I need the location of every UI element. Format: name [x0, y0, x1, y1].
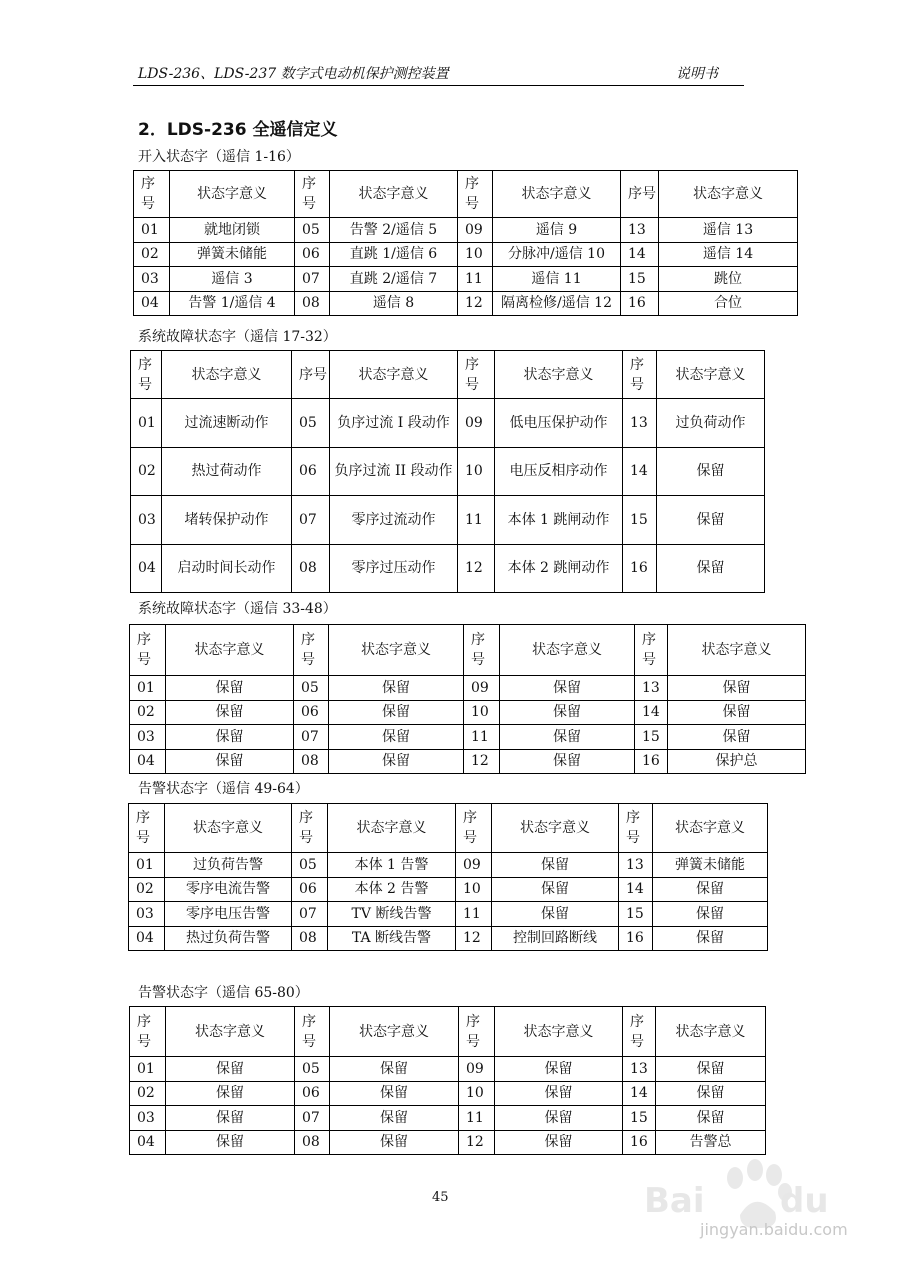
cell-seq: 05	[292, 399, 330, 448]
cell-seq: 08	[295, 1130, 330, 1155]
cell-meaning: 保留	[166, 749, 294, 774]
status-table-2	[130, 350, 765, 593]
cell-seq: 03	[129, 902, 165, 927]
table-row	[131, 496, 765, 545]
table-header-row	[131, 351, 765, 399]
table-caption-5: 告警状态字（遥信 65-80）	[138, 985, 309, 1001]
cell-seq: 10	[459, 1081, 495, 1106]
table-row	[131, 447, 765, 496]
cell-meaning: 直跳 2/遥信 7	[330, 267, 458, 292]
cell-meaning: 保留	[656, 1106, 766, 1131]
table-header-row	[129, 804, 768, 853]
table-caption-2: 系统故障状态字（遥信 17-32）	[138, 329, 337, 345]
cell-meaning: 热过荷动作	[162, 447, 292, 496]
cell-meaning: 保留	[495, 1106, 623, 1131]
svg-text:du: du	[780, 1181, 829, 1221]
cell-seq: 02	[130, 700, 166, 725]
cell-meaning: 保留	[329, 749, 464, 774]
cell-seq: 02	[134, 242, 170, 267]
header-seq: 序号	[134, 171, 170, 218]
cell-seq: 07	[292, 496, 330, 545]
cell-meaning: 弹簧未储能	[653, 853, 768, 878]
cell-meaning: 保留	[653, 902, 768, 927]
cell-seq: 01	[130, 1057, 166, 1082]
cell-seq: 07	[295, 267, 330, 292]
header-meaning: 状态字意义	[495, 1007, 623, 1057]
cell-meaning: 过流速断动作	[162, 399, 292, 448]
cell-meaning: 保留	[330, 1057, 459, 1082]
table-row	[130, 725, 806, 750]
cell-meaning: 遥信 13	[659, 218, 798, 243]
cell-meaning: 保留	[492, 902, 619, 927]
cell-meaning: 保留	[329, 700, 464, 725]
status-table-1	[133, 170, 798, 316]
cell-seq: 02	[131, 447, 162, 496]
cell-seq: 10	[458, 242, 493, 267]
header-seq: 序号	[458, 351, 495, 399]
cell-meaning: 控制回路断线	[492, 926, 619, 951]
section-title: 2．LDS-236 全遥信定义	[138, 120, 338, 140]
header-seq: 序号	[459, 1007, 495, 1057]
table-row	[134, 291, 798, 316]
cell-meaning: 保留	[653, 926, 768, 951]
cell-seq: 15	[635, 725, 668, 750]
cell-seq: 07	[292, 902, 328, 927]
header-seq: 序号	[623, 351, 657, 399]
header-seq: 序号	[292, 804, 328, 853]
cell-meaning: 遥信 8	[330, 291, 458, 316]
table-row	[134, 218, 798, 243]
header-meaning: 状态字意义	[492, 804, 619, 853]
cell-meaning: 隔离检修/遥信 12	[493, 291, 621, 316]
cell-meaning: 跳位	[659, 267, 798, 292]
header-seq: 序号	[621, 171, 659, 218]
cell-meaning: 分脉冲/遥信 10	[493, 242, 621, 267]
cell-meaning: 本体 2 跳闸动作	[495, 544, 623, 593]
table-row	[130, 1106, 766, 1131]
cell-seq: 14	[623, 447, 657, 496]
cell-meaning: 保留	[656, 1057, 766, 1082]
cell-meaning: 合位	[659, 291, 798, 316]
cell-meaning: 保留	[330, 1081, 459, 1106]
cell-seq: 04	[130, 1130, 166, 1155]
cell-meaning: 告警总	[656, 1130, 766, 1155]
header-seq: 序号	[619, 804, 653, 853]
table-row	[130, 676, 806, 701]
cell-seq: 16	[619, 926, 653, 951]
table-header-row	[134, 171, 798, 218]
cell-meaning: 过负荷动作	[657, 399, 765, 448]
table-row	[130, 1081, 766, 1106]
cell-meaning: 保留	[166, 1057, 295, 1082]
header-rule	[133, 85, 744, 86]
cell-seq: 11	[464, 725, 500, 750]
cell-seq: 13	[635, 676, 668, 701]
status-table-4	[128, 803, 768, 951]
cell-meaning: 遥信 9	[493, 218, 621, 243]
cell-seq: 15	[619, 902, 653, 927]
cell-meaning: 本体 1 告警	[328, 853, 456, 878]
cell-seq: 05	[295, 218, 330, 243]
header-title: LDS-236、LDS-237 数字式电动机保护测控装置	[138, 66, 449, 82]
cell-seq: 09	[458, 399, 495, 448]
cell-meaning: 告警 2/遥信 5	[330, 218, 458, 243]
cell-seq: 08	[294, 749, 329, 774]
table-header-row	[130, 1007, 766, 1057]
cell-meaning: TA 断线告警	[328, 926, 456, 951]
cell-meaning: 保留	[495, 1081, 623, 1106]
cell-seq: 03	[130, 725, 166, 750]
header-meaning: 状态字意义	[166, 625, 294, 676]
cell-meaning: 告警 1/遥信 4	[170, 291, 295, 316]
table-row	[129, 902, 768, 927]
header-meaning: 状态字意义	[162, 351, 292, 399]
cell-meaning: 保留	[492, 853, 619, 878]
cell-seq: 03	[131, 496, 162, 545]
table-caption-1: 开入状态字（遥信 1-16）	[138, 149, 300, 165]
cell-seq: 05	[294, 676, 329, 701]
cell-meaning: 零序过压动作	[330, 544, 458, 593]
cell-meaning: 零序过流动作	[330, 496, 458, 545]
cell-meaning: 弹簧未储能	[170, 242, 295, 267]
cell-seq: 13	[623, 399, 657, 448]
cell-seq: 01	[130, 676, 166, 701]
cell-meaning: 保留	[166, 1081, 295, 1106]
header-meaning: 状态字意义	[495, 351, 623, 399]
cell-seq: 10	[464, 700, 500, 725]
cell-meaning: 保留	[656, 1081, 766, 1106]
status-table-5	[129, 1006, 766, 1155]
cell-seq: 12	[458, 544, 495, 593]
cell-seq: 07	[294, 725, 329, 750]
header-meaning: 状态字意义	[330, 1007, 459, 1057]
header-meaning: 状态字意义	[653, 804, 768, 853]
header-right: 说明书	[676, 66, 718, 82]
header-seq: 序号	[635, 625, 668, 676]
header-seq: 序号	[623, 1007, 656, 1057]
cell-meaning: 保留	[657, 447, 765, 496]
cell-meaning: 负序过流 I 段动作	[330, 399, 458, 448]
header-meaning: 状态字意义	[330, 351, 458, 399]
cell-seq: 03	[130, 1106, 166, 1131]
cell-seq: 12	[458, 291, 493, 316]
cell-seq: 15	[621, 267, 659, 292]
header-meaning: 状态字意义	[330, 171, 458, 218]
cell-meaning: 保留	[329, 725, 464, 750]
cell-meaning: 保留	[329, 676, 464, 701]
cell-meaning: 遥信 14	[659, 242, 798, 267]
cell-meaning: 保留	[166, 676, 294, 701]
cell-meaning: 保留	[495, 1130, 623, 1155]
table-row	[129, 877, 768, 902]
cell-seq: 16	[623, 1130, 656, 1155]
header-seq: 序号	[464, 625, 500, 676]
header-seq: 序号	[295, 171, 330, 218]
cell-seq: 09	[459, 1057, 495, 1082]
cell-meaning: 保留	[492, 877, 619, 902]
cell-seq: 01	[129, 853, 165, 878]
cell-meaning: 保留	[166, 725, 294, 750]
cell-seq: 03	[134, 267, 170, 292]
cell-seq: 06	[292, 877, 328, 902]
header-meaning: 状态字意义	[500, 625, 635, 676]
cell-seq: 04	[131, 544, 162, 593]
cell-seq: 12	[464, 749, 500, 774]
cell-seq: 04	[134, 291, 170, 316]
cell-meaning: 保留	[166, 1106, 295, 1131]
cell-meaning: 保留	[657, 496, 765, 545]
cell-seq: 05	[292, 853, 328, 878]
cell-seq: 02	[130, 1081, 166, 1106]
watermark-url: jingyan.baidu.com	[700, 1220, 848, 1239]
table-row	[130, 700, 806, 725]
cell-seq: 11	[458, 496, 495, 545]
cell-seq: 14	[621, 242, 659, 267]
cell-seq: 08	[292, 926, 328, 951]
header-meaning: 状态字意义	[656, 1007, 766, 1057]
cell-seq: 11	[456, 902, 492, 927]
cell-meaning: 保留	[500, 676, 635, 701]
cell-meaning: 本体 2 告警	[328, 877, 456, 902]
cell-seq: 13	[623, 1057, 656, 1082]
cell-seq: 01	[134, 218, 170, 243]
cell-meaning: 保留	[330, 1106, 459, 1131]
cell-meaning: 热过负荷告警	[165, 926, 292, 951]
cell-meaning: 低电压保护动作	[495, 399, 623, 448]
cell-seq: 06	[292, 447, 330, 496]
cell-seq: 10	[458, 447, 495, 496]
cell-seq: 16	[621, 291, 659, 316]
cell-seq: 12	[459, 1130, 495, 1155]
table-row	[134, 242, 798, 267]
cell-seq: 06	[294, 700, 329, 725]
cell-meaning: 就地闭锁	[170, 218, 295, 243]
cell-meaning: 保留	[330, 1130, 459, 1155]
header-seq: 序号	[131, 351, 162, 399]
cell-seq: 01	[131, 399, 162, 448]
cell-meaning: 堵转保护动作	[162, 496, 292, 545]
cell-seq: 16	[623, 544, 657, 593]
header-seq: 序号	[130, 625, 166, 676]
cell-seq: 13	[619, 853, 653, 878]
cell-meaning: 保留	[495, 1057, 623, 1082]
cell-seq: 14	[619, 877, 653, 902]
cell-seq: 07	[295, 1106, 330, 1131]
cell-meaning: TV 断线告警	[328, 902, 456, 927]
table-row	[130, 749, 806, 774]
cell-meaning: 保留	[500, 700, 635, 725]
page-number: 45	[432, 1190, 449, 1205]
header-seq: 序号	[456, 804, 492, 853]
cell-meaning: 保留	[166, 700, 294, 725]
header-meaning: 状态字意义	[329, 625, 464, 676]
cell-seq: 08	[295, 291, 330, 316]
cell-seq: 12	[456, 926, 492, 951]
table-row	[129, 853, 768, 878]
cell-meaning: 负序过流 II 段动作	[330, 447, 458, 496]
cell-seq: 11	[459, 1106, 495, 1131]
cell-meaning: 电压反相序动作	[495, 447, 623, 496]
cell-meaning: 保留	[653, 877, 768, 902]
cell-seq: 06	[295, 1081, 330, 1106]
cell-meaning: 遥信 3	[170, 267, 295, 292]
cell-meaning: 过负荷告警	[165, 853, 292, 878]
cell-seq: 11	[458, 267, 493, 292]
table-row	[134, 267, 798, 292]
header-meaning: 状态字意义	[166, 1007, 295, 1057]
header-seq: 序号	[292, 351, 330, 399]
cell-meaning: 遥信 11	[493, 267, 621, 292]
cell-meaning: 直跳 1/遥信 6	[330, 242, 458, 267]
svg-text:Bai: Bai	[644, 1181, 705, 1221]
cell-seq: 13	[621, 218, 659, 243]
table-header-row	[130, 625, 806, 676]
cell-seq: 09	[464, 676, 500, 701]
table-row	[130, 1057, 766, 1082]
header-seq: 序号	[129, 804, 165, 853]
cell-meaning: 保留	[166, 1130, 295, 1155]
table-caption-4: 告警状态字（遥信 49-64）	[138, 781, 309, 797]
cell-seq: 14	[623, 1081, 656, 1106]
header-meaning: 状态字意义	[659, 171, 798, 218]
cell-seq: 15	[623, 1106, 656, 1131]
table-row	[129, 926, 768, 951]
cell-seq: 16	[635, 749, 668, 774]
header-meaning: 状态字意义	[165, 804, 292, 853]
header-meaning: 状态字意义	[493, 171, 621, 218]
table-caption-3: 系统故障状态字（遥信 33-48）	[138, 601, 337, 617]
header-meaning: 状态字意义	[328, 804, 456, 853]
cell-meaning: 零序电流告警	[165, 877, 292, 902]
cell-seq: 04	[129, 926, 165, 951]
header-seq: 序号	[458, 171, 493, 218]
cell-meaning: 保留	[500, 725, 635, 750]
cell-meaning: 保护总	[668, 749, 806, 774]
cell-seq: 06	[295, 242, 330, 267]
header-meaning: 状态字意义	[668, 625, 806, 676]
cell-meaning: 本体 1 跳闸动作	[495, 496, 623, 545]
cell-seq: 10	[456, 877, 492, 902]
cell-seq: 09	[458, 218, 493, 243]
cell-meaning: 保留	[668, 700, 806, 725]
cell-seq: 09	[456, 853, 492, 878]
cell-meaning: 保留	[500, 749, 635, 774]
cell-seq: 15	[623, 496, 657, 545]
header-meaning: 状态字意义	[170, 171, 295, 218]
cell-meaning: 启动时间长动作	[162, 544, 292, 593]
cell-seq: 05	[295, 1057, 330, 1082]
cell-meaning: 保留	[657, 544, 765, 593]
cell-seq: 08	[292, 544, 330, 593]
header-seq: 序号	[294, 625, 329, 676]
cell-meaning: 零序电压告警	[165, 902, 292, 927]
table-row	[131, 399, 765, 448]
cell-seq: 14	[635, 700, 668, 725]
header-seq: 序号	[295, 1007, 330, 1057]
header-seq: 序号	[130, 1007, 166, 1057]
cell-meaning: 保留	[668, 676, 806, 701]
cell-seq: 02	[129, 877, 165, 902]
cell-seq: 04	[130, 749, 166, 774]
table-row	[131, 544, 765, 593]
cell-meaning: 保留	[668, 725, 806, 750]
header-meaning: 状态字意义	[657, 351, 765, 399]
status-table-3	[129, 624, 806, 774]
